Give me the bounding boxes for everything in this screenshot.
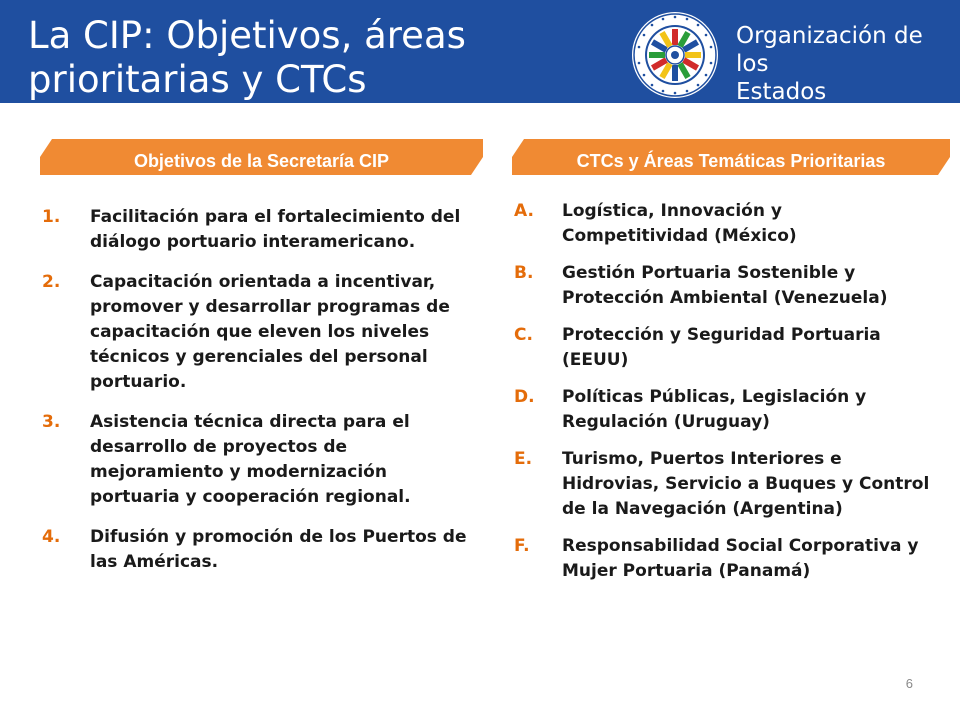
list-marker: 4.: [42, 527, 61, 547]
list-item: [514, 199, 934, 249]
list-item: [514, 447, 934, 522]
title-line-2: prioritarias y CTCs: [28, 58, 367, 101]
list-item-text: Gestión Portuaria Sostenible y Protección Ambiental (Venezuela): [562, 263, 888, 308]
org-name-line-1: Organización de los: [736, 23, 923, 77]
list-item-text: Turismo, Puertos Interiores e Hidrovias, Servicio a Buques y Control de la Navegación (Argentina): [562, 449, 930, 519]
list-item-text: Asistencia técnica directa para el desarrollo de proyectos de mejoramiento y modernización portuaria y cooperación regional.: [90, 412, 411, 507]
list-marker: 2.: [42, 272, 61, 292]
list-item: [42, 410, 482, 510]
oas-seal-icon: [630, 10, 720, 100]
list-marker: D.: [514, 387, 535, 407]
objectives-heading: Objetivos de la Secretaría CIP: [133, 151, 390, 171]
list-item-text: Facilitación para el fortalecimiento del diálogo portuario interamericano.: [90, 207, 461, 252]
objectives-heading-tab: [40, 139, 483, 175]
list-item-text: Protección y Seguridad Portuaria (EEUU): [562, 325, 881, 370]
objectives-list: [42, 205, 482, 590]
list-marker: B.: [514, 263, 534, 283]
list-item: [514, 261, 934, 311]
ctcs-heading: CTCs y Áreas Temáticas Prioritarias: [576, 151, 886, 171]
list-item: [514, 534, 934, 584]
list-item-text: Políticas Públicas, Legislación y Regulación (Uruguay): [562, 387, 867, 432]
page-number: 6: [905, 676, 913, 691]
title-line-1: La CIP: Objetivos, áreas: [28, 14, 466, 57]
header-bar: [0, 0, 960, 133]
page-title: [28, 14, 498, 102]
list-item-text: Difusión y promoción de los Puertos de las Américas.: [90, 527, 467, 572]
list-item: [42, 270, 482, 395]
list-marker: F.: [514, 536, 530, 556]
list-item-text: Logística, Innovación y Competitividad (México): [562, 201, 797, 246]
ctcs-list: [514, 199, 934, 596]
list-item-text: Capacitación orientada a incentivar, promover y desarrollar programas de capacitación que eleven los niveles técnicos y gerenciales del personal portuario.: [90, 272, 450, 392]
list-item-text: Responsabilidad Social Corporativa y Mujer Portuaria (Panamá): [562, 536, 919, 581]
list-item: [42, 205, 482, 255]
list-marker: 3.: [42, 412, 61, 432]
list-item: [42, 525, 482, 575]
list-item: [514, 385, 934, 435]
list-marker: C.: [514, 325, 533, 345]
organization-name: [736, 22, 960, 134]
list-marker: 1.: [42, 207, 61, 227]
list-item: [514, 323, 934, 373]
ctcs-heading-tab: [512, 139, 950, 175]
org-name-line-2: Estados Americanos: [736, 79, 872, 133]
list-marker: E.: [514, 449, 533, 469]
list-marker: A.: [514, 201, 534, 221]
